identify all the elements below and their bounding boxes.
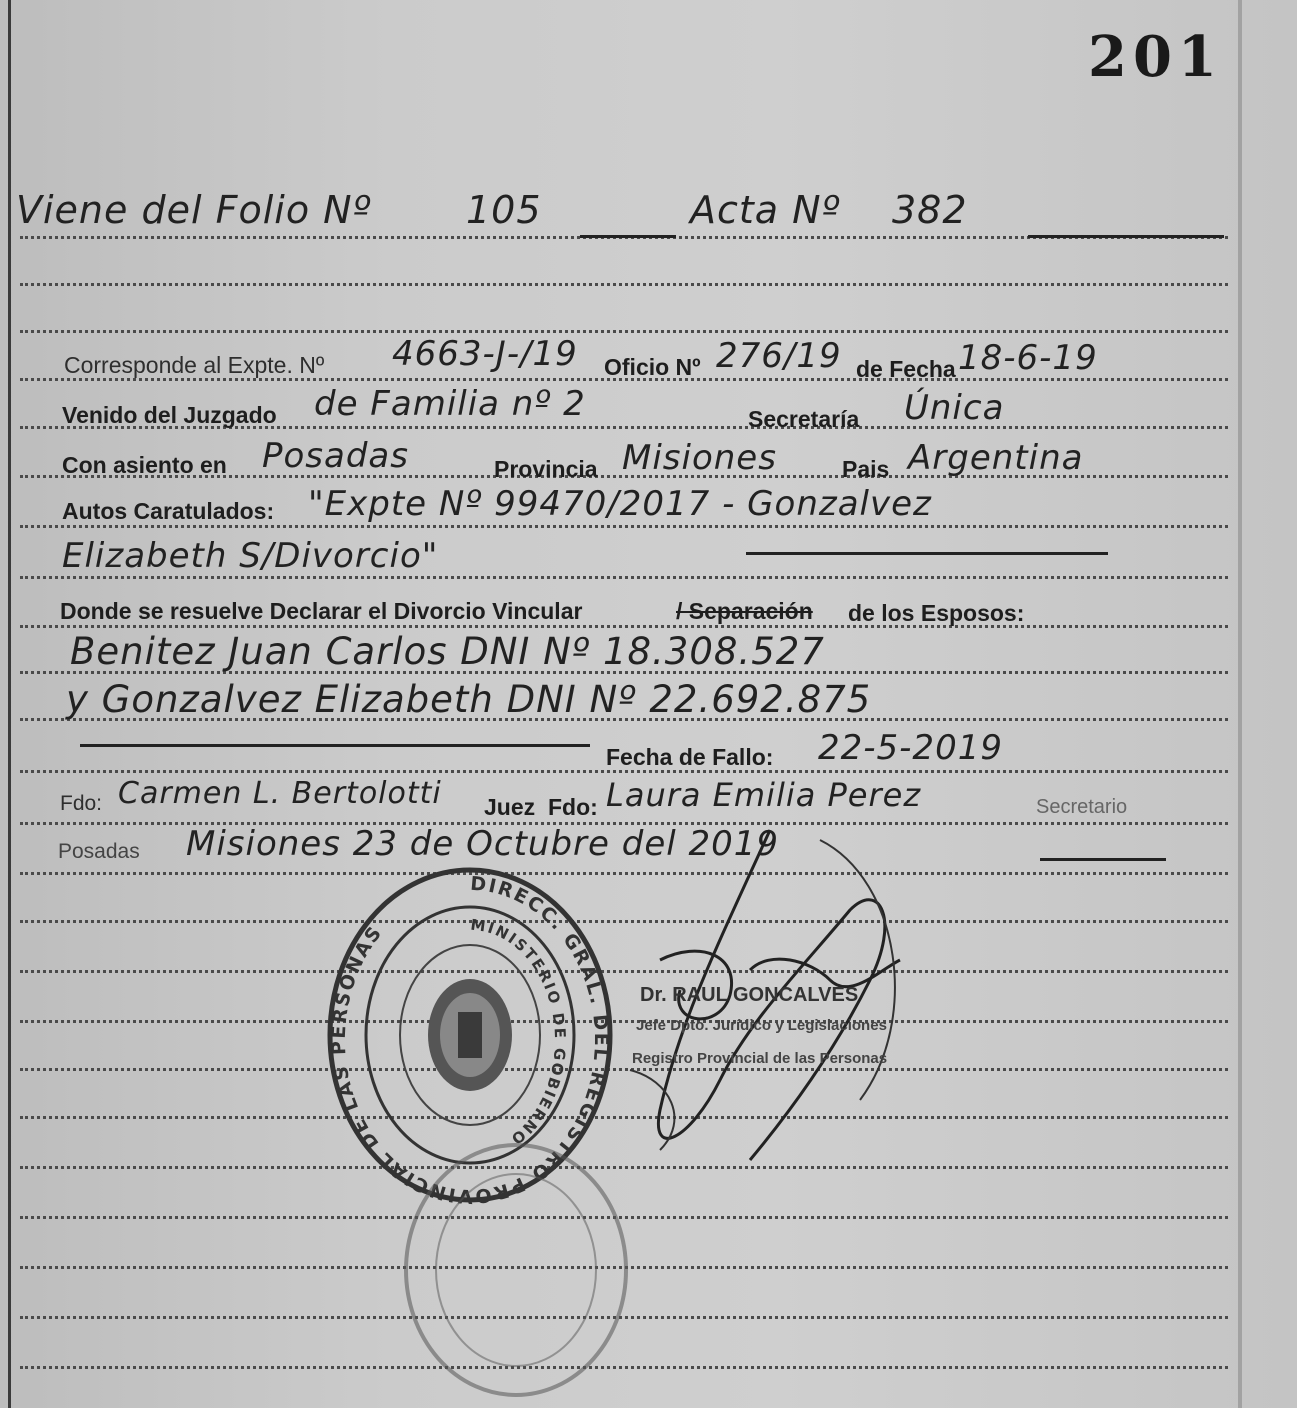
right-edge-line xyxy=(1238,0,1242,1408)
ruled-line xyxy=(20,625,1228,628)
pais-label: Pais xyxy=(842,456,890,482)
handwritten-signature xyxy=(600,820,940,1260)
folio-number: 105 xyxy=(466,188,542,232)
ciudad: Posadas xyxy=(262,436,409,476)
blank-rule xyxy=(580,235,676,238)
venido-label: Venido del Juzgado xyxy=(62,402,277,428)
fecha-label: de Fecha xyxy=(856,356,956,382)
posadas-label: Posadas xyxy=(58,840,140,863)
oficio-label: Oficio Nº xyxy=(604,354,701,380)
oficio-fecha: 18-6-19 xyxy=(958,338,1098,378)
fecha-fallo-label: Fecha de Fallo: xyxy=(606,744,774,770)
fdo1-name: Carmen L. Bertolotti xyxy=(118,776,442,811)
fdo1-label: Fdo: xyxy=(60,792,103,815)
autos-label: Autos Caratulados: xyxy=(62,498,275,524)
ruled-line xyxy=(20,576,1228,579)
esposo-1: Benitez Juan Carlos DNI Nº 18.308.527 xyxy=(70,630,825,673)
autos-line-1: "Expte Nº 99470/2017 - Gonzalvez xyxy=(308,484,932,524)
separacion-struck: / Separación xyxy=(676,598,813,624)
donde-text: Donde se resuelve Declarar el Divorcio Vincular xyxy=(60,598,583,624)
juzgado-name: de Familia nº 2 xyxy=(314,384,586,424)
juez-label: Juez xyxy=(484,794,536,820)
coat-of-arms-icon xyxy=(428,979,512,1091)
con-asiento-label: Con asiento en xyxy=(62,452,227,478)
stamp-inner-text: MINISTERIO DE GOBIERNO xyxy=(469,915,570,1150)
ruled-line xyxy=(20,330,1228,333)
blank-rule xyxy=(80,744,590,747)
stamp-outer-text: DIRECC. GRAL. DEL REGISTRO PROVINCIAL DE LAS PERSONAS xyxy=(327,872,612,1208)
fecha-fallo: 22-5-2019 xyxy=(818,728,1003,768)
secretaria-value: Única xyxy=(904,388,1005,428)
corresponde-label: Corresponde al Expte. Nº xyxy=(64,352,325,378)
fdo2-cargo: Secretario xyxy=(1036,796,1128,818)
pais-value: Argentina xyxy=(908,438,1084,478)
ruled-line xyxy=(20,525,1228,528)
fdo2-name: Laura Emilia Perez xyxy=(606,776,922,814)
provincia-label: Provincia xyxy=(494,456,598,482)
left-margin-line xyxy=(8,0,11,1408)
blank-rule xyxy=(1040,858,1166,861)
expte-number: 4663-J-/19 xyxy=(392,334,578,374)
esposo-2: y Gonzalvez Elizabeth DNI Nº 22.692.875 xyxy=(66,678,872,721)
provincia-value: Misiones xyxy=(622,438,777,478)
page-number: 201 xyxy=(1088,24,1223,90)
ruled-line xyxy=(20,283,1228,286)
blank-rule xyxy=(746,552,1108,555)
acta-text: Acta Nº xyxy=(690,188,841,232)
viene-text: Viene del Folio Nº xyxy=(16,188,372,232)
oficio-number: 276/19 xyxy=(716,336,842,376)
signer-title: Jefe Dpto. Jurídico y Legislaciones xyxy=(636,1017,887,1034)
fdo2-label: Fdo: xyxy=(548,794,598,820)
signer-name: Dr. RAUL GONCALVES xyxy=(640,984,859,1006)
acta-number: 382 xyxy=(892,188,968,232)
autos-line-2: Elizabeth S/Divorcio" xyxy=(62,536,439,576)
secretaria-label: Secretaría xyxy=(748,406,860,432)
esposos-text: de los Esposos: xyxy=(848,600,1025,626)
lugar-fecha: Misiones 23 de Octubre del 2019 xyxy=(186,824,780,864)
blank-rule xyxy=(1028,235,1224,238)
signer-office: Registro Provincial de las Personas xyxy=(632,1050,888,1067)
